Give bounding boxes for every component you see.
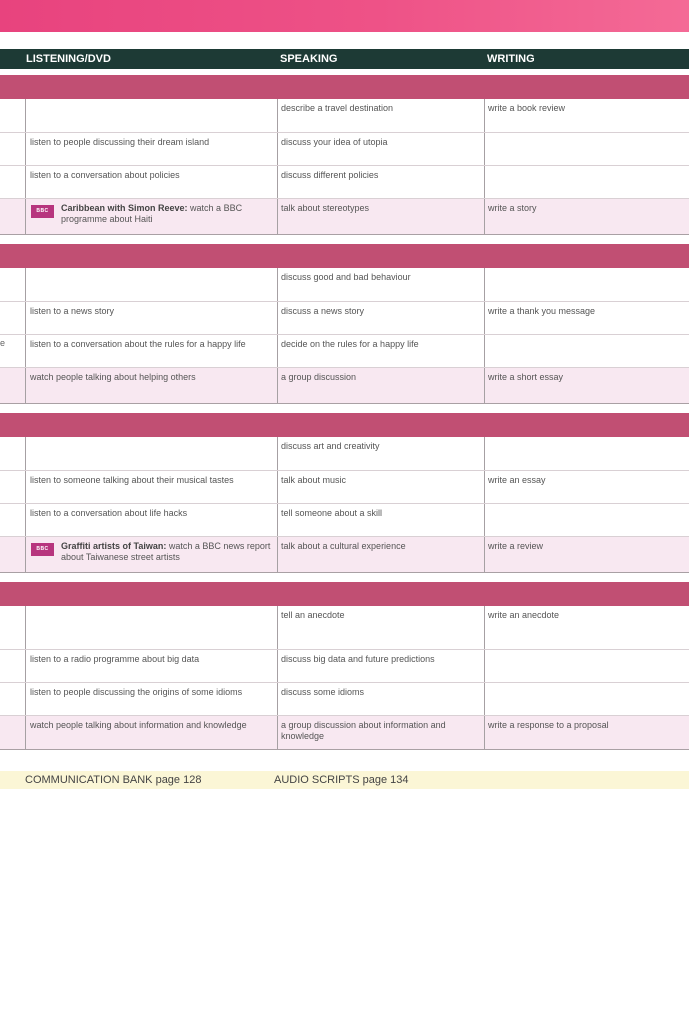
table-row [0,437,689,471]
table-row [0,268,689,302]
table-header [0,49,689,69]
writing-cell: write a short essay [488,372,564,382]
speaking-cell: describe a travel destination [281,103,394,113]
speaking-cell: discuss different policies [281,170,379,180]
speaking-cell: discuss a news story [281,306,365,316]
unit-band [0,413,689,437]
listening-cell: listen to a conversation about the rules for a happy life [30,339,246,349]
speaking-cell: a group discussion [281,372,357,382]
table-row [0,683,689,716]
writing-cell: write a story [488,203,537,213]
speaking-cell: discuss good and bad behaviour [281,272,411,282]
speaking-cell: discuss your idea of utopia [281,137,388,147]
bbc-programme-description: watch a BBC programme about Haiti [61,203,243,224]
speaking-cell: decide on the rules for a happy life [281,339,419,349]
header-listening: LISTENING/DVD [26,53,111,65]
writing-cell: write a review [488,541,544,551]
table-row [0,133,689,166]
edge-mark: e [0,338,6,348]
table-row [0,99,689,133]
speaking-cell: discuss some idioms [281,687,365,697]
table-row [0,504,689,537]
speaking-cell: tell someone about a skill [281,508,383,518]
table-row [0,650,689,683]
bbc-programme-description: watch a BBC news report about Taiwanese street artists [61,541,271,562]
listening-cell: listen to someone talking about their musical tastes [30,475,234,485]
speaking-cell: tell an anecdote [281,610,345,620]
bbc-programme-title: Caribbean with Simon Reeve: [61,203,188,213]
header-speaking: SPEAKING [280,53,338,65]
listening-cell [61,541,271,563]
speaking-cell: talk about a cultural experience [281,541,406,551]
table-row [0,606,689,650]
table-row [0,199,689,235]
audio-scripts-link: AUDIO SCRIPTS page 134 [274,774,409,786]
bbc-programme-title: Graffiti artists of Taiwan: [61,541,167,551]
writing-cell: write a book review [488,103,566,113]
listening-cell [61,203,271,225]
speaking-cell: talk about music [281,475,347,485]
bbc-logo: BBC [31,205,54,218]
table-row [0,368,689,404]
writing-cell: write a thank you message [488,306,596,316]
table-row [0,716,689,750]
table-row [0,166,689,199]
listening-cell: listen to a news story [30,306,115,316]
listening-cell: listen to a radio programme about big data [30,654,200,664]
unit-band [0,244,689,268]
unit-band [0,75,689,99]
writing-cell: write an essay [488,475,546,485]
speaking-cell: a group discussion about information and knowledge [281,720,446,741]
speaking-cell: discuss big data and future predictions [281,654,435,664]
table-row [0,335,689,368]
listening-cell: watch people talking about helping others [30,372,196,382]
header-writing: WRITING [487,53,535,65]
speaking-cell: talk about stereotypes [281,203,370,213]
top-color-band [0,0,689,32]
unit-band [0,582,689,606]
listening-cell: watch people talking about information and knowledge [30,720,247,730]
writing-cell: write a response to a proposal [488,720,609,730]
table-row [0,537,689,573]
listening-cell: listen to a conversation about policies [30,170,180,180]
listening-cell: listen to a conversation about life hacks [30,508,188,518]
bbc-logo: BBC [31,543,54,556]
table-row [0,302,689,335]
listening-cell: listen to people discussing their dream island [30,137,210,147]
listening-cell: listen to people discussing the origins of some idioms [30,687,243,697]
communication-bank-link: COMMUNICATION BANK page 128 [25,774,202,786]
speaking-cell: discuss art and creativity [281,441,380,451]
table-row [0,471,689,504]
writing-cell: write an anecdote [488,610,560,620]
footer-bar [0,771,689,789]
